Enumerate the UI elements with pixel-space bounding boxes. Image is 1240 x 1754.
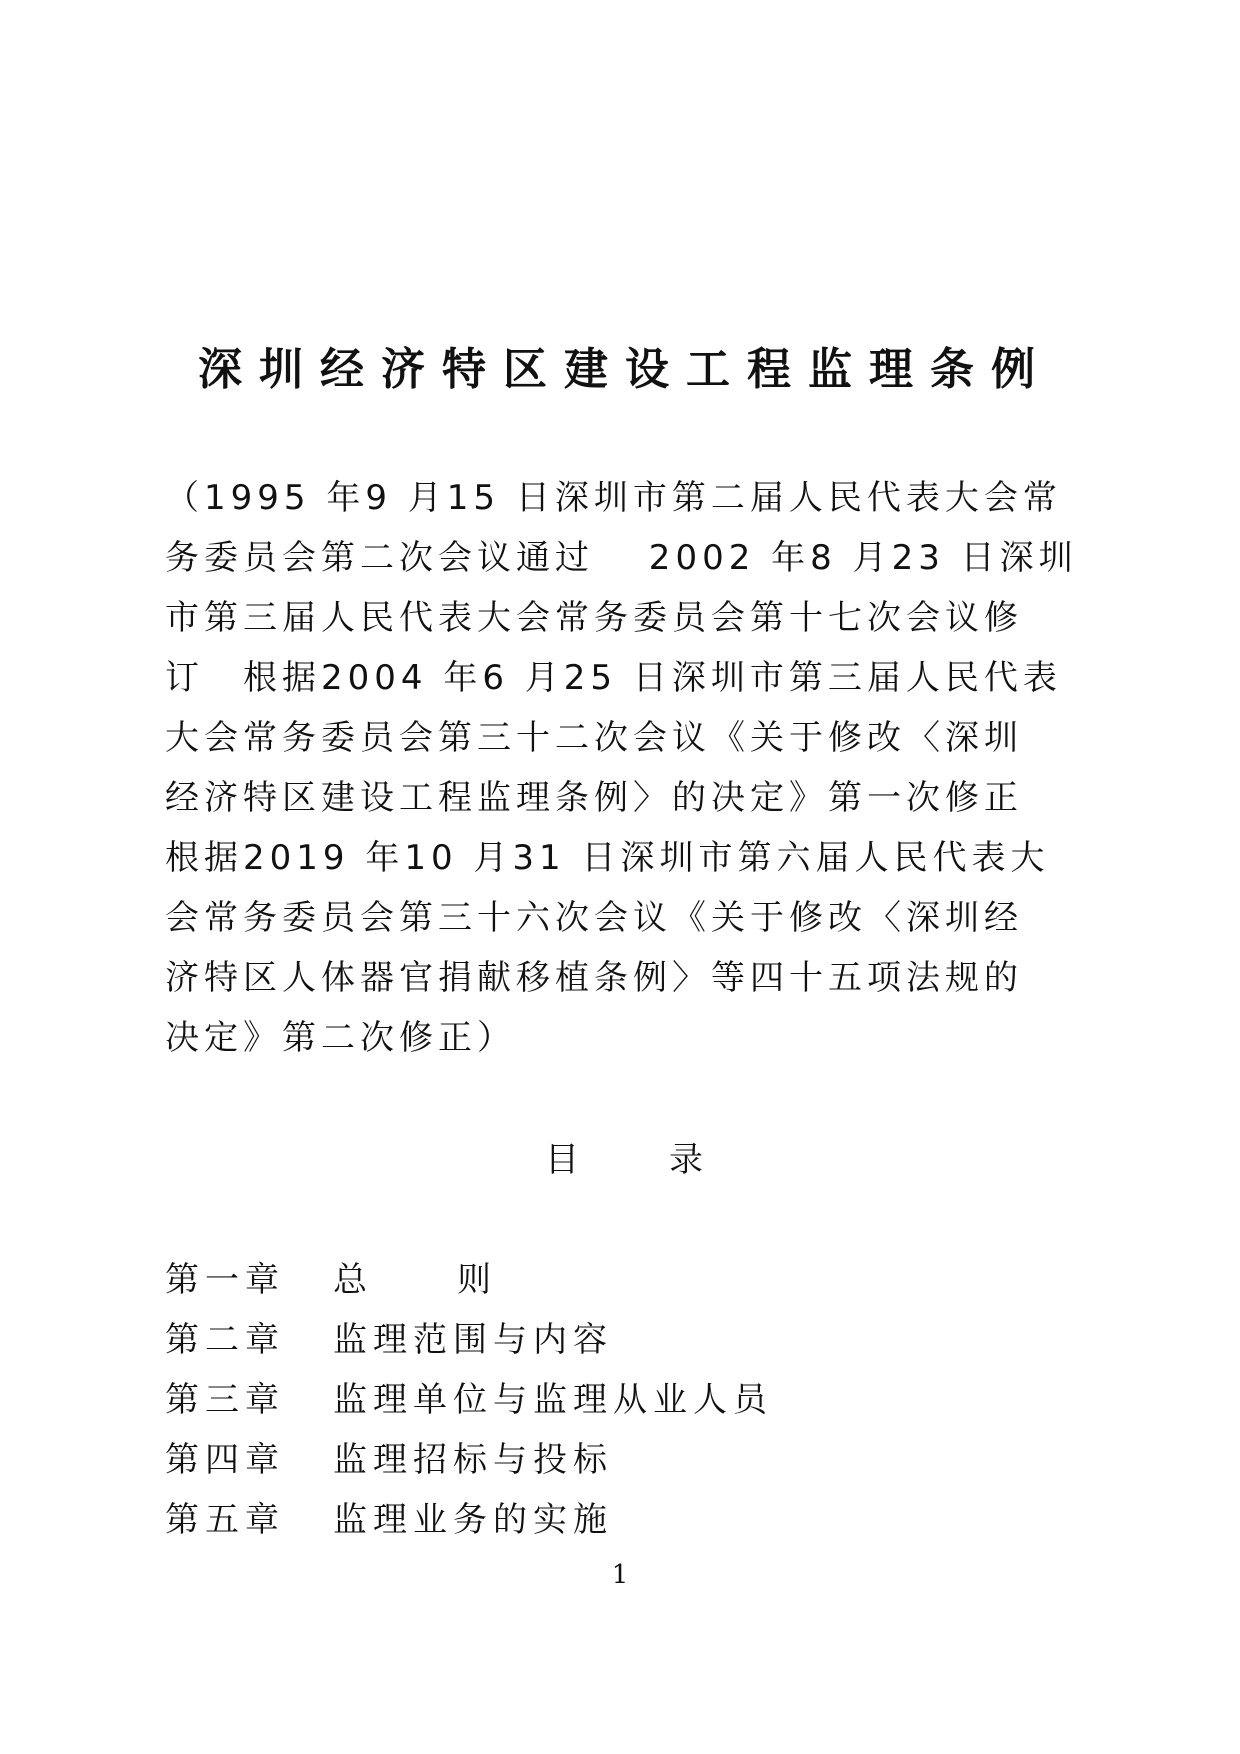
toc-chapter-number: 第一章 (165, 1260, 285, 1300)
toc-heading-char: 录 (669, 1140, 703, 1180)
preamble-line: 经济特区建设工程监理条例〉的决定》第一次修正 (165, 778, 1023, 818)
toc-item (165, 1490, 773, 1550)
toc-heading (545, 1135, 703, 1185)
toc-chapter-title: 监理范围与内容 (333, 1320, 613, 1360)
toc-chapter-title: 监理招标与投标 (333, 1440, 613, 1480)
toc-item (165, 1370, 773, 1430)
preamble-line: 大会常务委员会第三十二次会议《关于修改〈深圳 (165, 718, 1023, 758)
document-title: 深圳经济特区建设工程监理条例 (198, 344, 1052, 395)
preamble-line: 决定》第二次修正） (165, 1018, 516, 1058)
toc-chapter-title: 监理业务的实施 (333, 1500, 613, 1540)
preamble-line: 会常务委员会第三十六次会议《关于修改〈深圳经 (165, 898, 1023, 938)
preamble-line: 根据2019 年10 月31 日深圳市第六届人民代表大 (165, 838, 1050, 878)
preamble-line: （1995 年9 月15 日深圳市第二届人民代表大会常 (165, 478, 1062, 518)
page-number: 1 (611, 1560, 629, 1590)
toc-item (165, 1310, 773, 1370)
toc-chapter-title: 监理单位与监理从业人员 (333, 1380, 773, 1420)
preamble-line: 济特区人体器官捐献移植条例〉等四十五项法规的 (165, 958, 1023, 998)
preamble-line: 务委员会第二次会议通过 2002 年8 月23 日深圳 (165, 538, 1078, 578)
toc-heading-char: 目 (545, 1140, 579, 1180)
toc-chapter-number: 第二章 (165, 1320, 285, 1360)
toc-chapter-title: 总则 (333, 1260, 581, 1300)
toc-chapter-number: 第四章 (165, 1440, 285, 1480)
preamble (165, 468, 1078, 1068)
toc-chapter-number: 第五章 (165, 1500, 285, 1540)
toc-chapter-number: 第三章 (165, 1380, 285, 1420)
table-of-contents (165, 1250, 773, 1550)
preamble-line: 订 根据2004 年6 月25 日深圳市第三届人民代表 (165, 658, 1062, 698)
preamble-line: 市第三届人民代表大会常务委员会第十七次会议修 (165, 598, 1023, 638)
toc-item (165, 1250, 773, 1310)
toc-item (165, 1430, 773, 1490)
